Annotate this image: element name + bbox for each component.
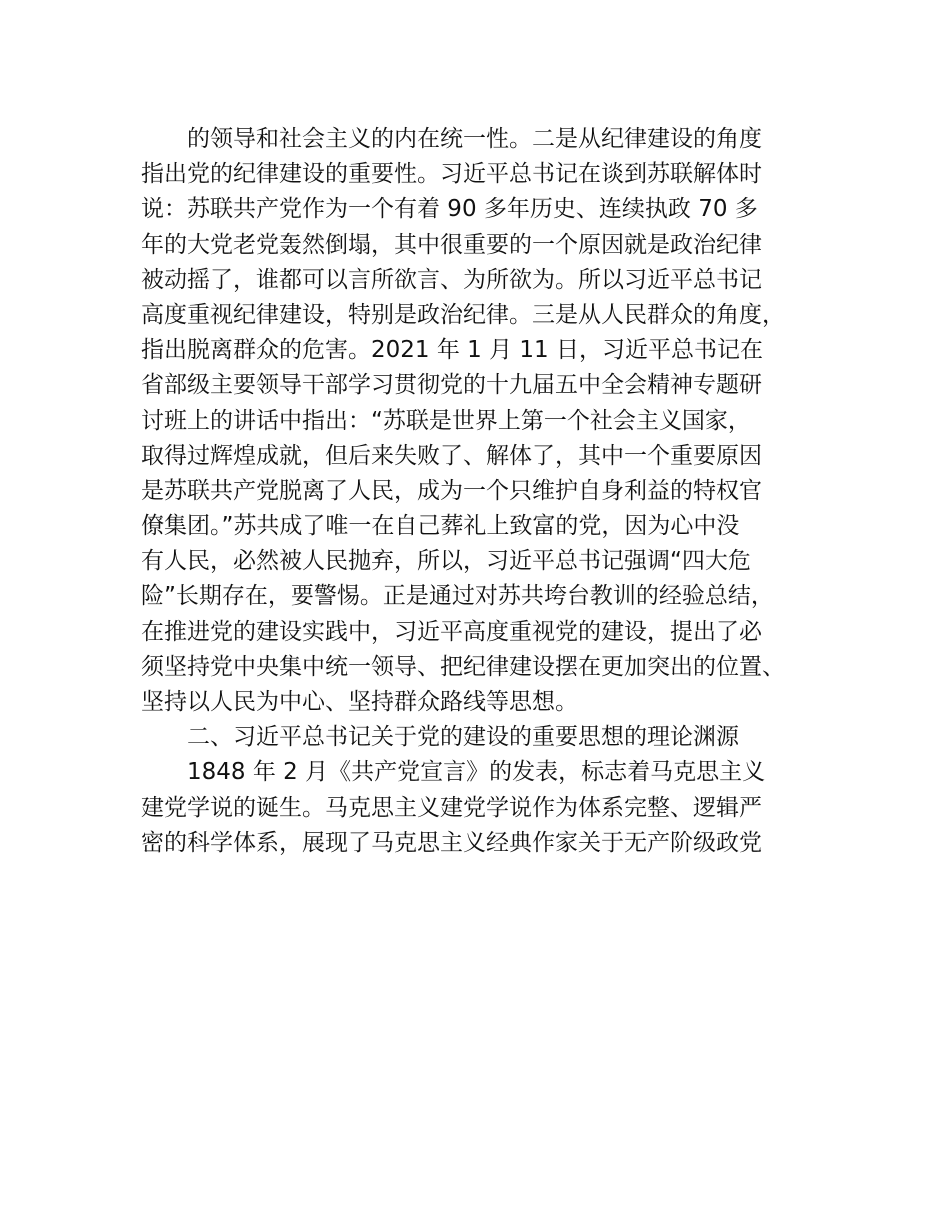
text-line: 坚持以人民为中心、坚持群众路线等思想。 [141,689,578,715]
text-line: 说：苏联共产党作为一个有着 90 多年历史、连续执政 70 多 [141,196,758,223]
text-line: 须坚持党中央集中统一领导、把纪律建设摆在更加突出的位置、 [141,653,785,680]
text-line: 指出党的纪律建设的重要性。习近平总书记在谈到苏联解体时 [141,161,762,188]
text-line: 年的大党老党轰然倒塌，其中很重要的一个原因就是政治纪律 [141,231,762,258]
text-line: 讨班上的讲话中指出：“苏联是世界上第一个社会主义国家， [141,407,751,434]
text-line: 指出脱离群众的危害。2021 年 1 月 11 日，习近平总书记在 [141,337,763,364]
text-line: 险”长期存在，要警惕。正是通过对苏共垮台教训的经验总结， [141,583,774,610]
text-line: 建党学说的诞生。马克思主义建党学说作为体系完整、逻辑严 [141,794,762,821]
text-line: 是苏联共产党脱离了人民，成为一个只维护自身利益的特权官 [141,477,762,504]
text-line: 在推进党的建设实践中，习近平高度重视党的建设，提出了必 [141,618,762,645]
body-text [141,122,841,861]
text-line: 僚集团。”苏共成了唯一在自己葬礼上致富的党，因为心中没 [141,513,740,540]
text-line: 的领导和社会主义的内在统一性。二是从纪律建设的角度 [187,126,762,152]
text-line: 省部级主要领导干部学习贯彻党的十九届五中全会精神专题研 [141,372,762,399]
text-line: 取得过辉煌成就，但后来失败了、解体了，其中一个重要原因 [141,442,762,469]
text-line: 被动摇了，谁都可以言所欲言、为所欲为。所以习近平总书记 [141,266,762,293]
text-line: 密的科学体系，展现了马克思主义经典作家关于无产阶级政党 [141,829,762,856]
text-line: 1848 年 2 月《共产党宣言》的发表，标志着马克思主义 [187,759,766,786]
text-line: 有人民，必然被人民抛弃，所以，习近平总书记强调“四大危 [141,548,751,575]
text-line: 高度重视纪律建设，特别是政治纪律。三是从人民群众的角度， [141,301,785,328]
section-heading: 二、习近平总书记关于党的建设的重要思想的理论渊源 [187,724,739,751]
